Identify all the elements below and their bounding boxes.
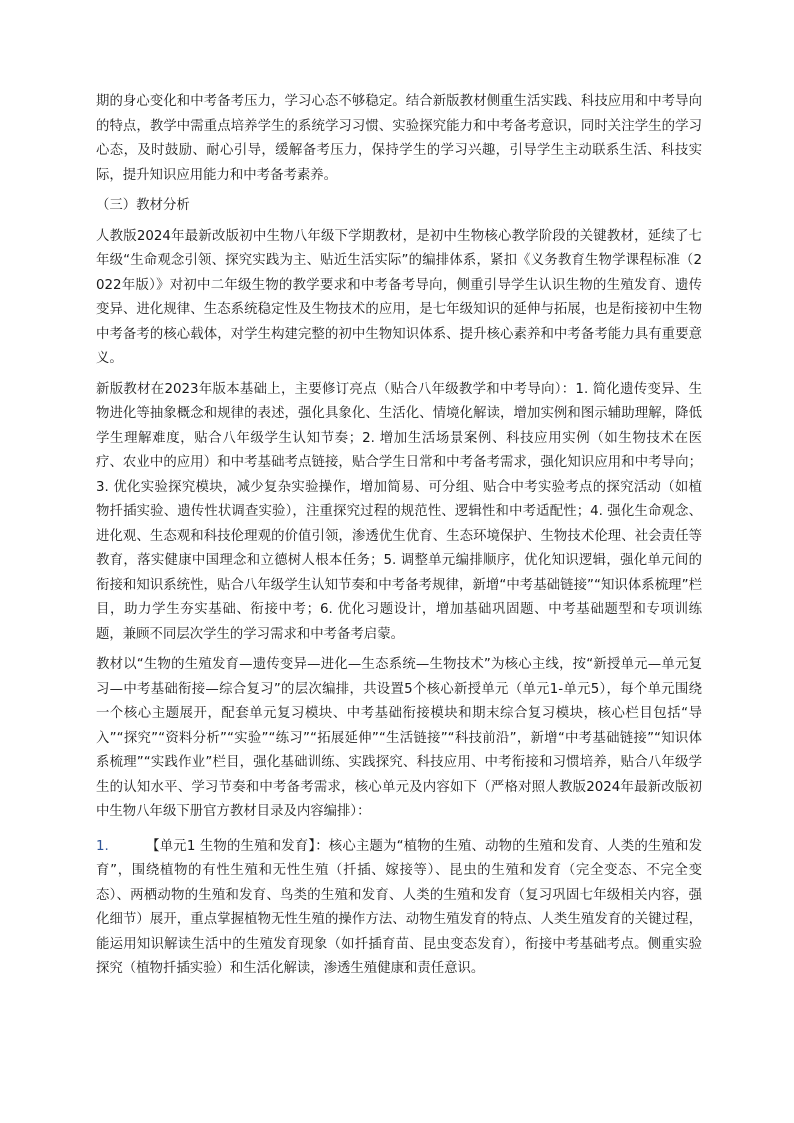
paragraph-textbook-structure: 教材以“生物的生殖发育—遗传变异—进化—生态系统—生物技术”为核心主线，按“新授单元—单元复习—中考基础衔接—综合复习”的层次编排，共设置5个核心新授单元（单元1-单元5），每个单元围绕一个核心主题展开，配套单元复习模块、中考基础衔接模块和期末综合复习模块，核心栏目包括“导入”“探究”“资料分析”“实验”“练习”“拓展延伸”“生活链接”“科技前沿”，新增“中考基础链接”“知识体系梳理”“实践作业”栏目，强化基础训练、实践探究、科技应用、中考衔接和习惯培养，贴合八年级学生的认知水平、学习节奏和中考备考需求，核心单元及内容如下（严格对照人教版2024年最新改版初中生物八年级下册官方教材目录及内容编排）： bbox=[96, 657, 702, 819]
document-page bbox=[96, 90, 702, 982]
section-heading-textbook-analysis: （三）教材分析 bbox=[96, 198, 190, 213]
list-item-unit-1 bbox=[96, 835, 702, 982]
paragraph-revision-highlights: 新版教材在2023年版本基础上，主要修订亮点（贴合八年级教学和中考导向）：1. 简化遗传变异、生物进化等抽象概念和规律的表述，强化具象化、生活化、情境化解读，增加实例和图示辅助理解，降低学生理解难度，贴合八年级学生认知节奏；2. 增加生活场景案例、科技应用实例（如生物技术在医疗、农业中的应用）和中考基础考点链接，贴合学生日常和中考备考需求，强化知识应用和中考导向；3. 优化实验探究模块，减少复杂实验操作，增加简易、可分组、贴合中考实验考点的探究活动（如植物扦插实验、遗传性状调查实验），注重探究过程的规范性、逻辑性和中考适配性；4. 强化生命观念、进化观、生态观和科技伦理观的价值引领，渗透优生优育、生态环境保护、生物技术伦理、社会责任等教育，落实健康中国理念和立德树人根本任务；5. 调整单元编排顺序，优化知识逻辑，强化单元间的衔接和知识系统性，贴合八年级学生认知节奏和中考备考规律，新增“中考基础链接”“知识体系梳理”栏目，助力学生夯实基础、衔接中考；6. 优化习题设计，增加基础巩固题、中考基础题型和专项训练题，兼顾不同层次学生的学习需求和中考备考启蒙。 bbox=[96, 381, 702, 642]
paragraph-student-analysis-end: 期的身心变化和中考备考压力，学习心态不够稳定。结合新版教材侧重生活实践、科技应用和中考导向的特点，教学中需重点培养学生的系统学习习惯、实验探究能力和中考备考意识，同时关注学生的学习心态，及时鼓励、耐心引导，缓解备考压力，保持学生的学习兴趣，引导学生主动联系生活、科技实际，提升知识应用能力和中考备考素养。 bbox=[96, 94, 702, 183]
list-item-number: 1. bbox=[96, 838, 109, 854]
list-item-text: 【单元1 生物的生殖和发育】：核心主题为“植物的生殖、动物的生殖和发育、人类的生殖和发育”，围绕植物的有性生殖和无性生殖（扦插、嫁接等）、昆虫的生殖和发育（完全变态、不完全变态）、两栖动物的生殖和发育、鸟类的生殖和发育、人类的生殖和发育（复习巩固七年级相关内容，强化细节）展开，重点掌握植物无性生殖的操作方法、动物生殖发育的特点、人类生殖发育的关键过程，能运用知识解读生活中的生殖发育现象（如扦插育苗、昆虫变态发育），衔接中考基础考点。侧重实验探究（植物扦插实验）和生活化解读，渗透生殖健康和责任意识。 bbox=[96, 838, 702, 976]
paragraph-textbook-overview: 人教版2024年最新改版初中生物八年级下学期教材，是初中生物核心教学阶段的关键教材，延续了七年级“生命观念引领、探究实践为主、贴近生活实际”的编排体系，紧扣《义务教育生物学课程标准（2022年版）》对初中二年级生物的教学要求和中考备考导向，侧重引导学生认识生物的生殖发育、遗传变异、进化规律、生态系统稳定性及生物技术的应用，是七年级知识的延伸与拓展，也是衔接初中生物中考备考的核心载体，对学生构建完整的初中生物知识体系、提升核心素养和中考备考能力具有重要意义。 bbox=[96, 228, 702, 366]
